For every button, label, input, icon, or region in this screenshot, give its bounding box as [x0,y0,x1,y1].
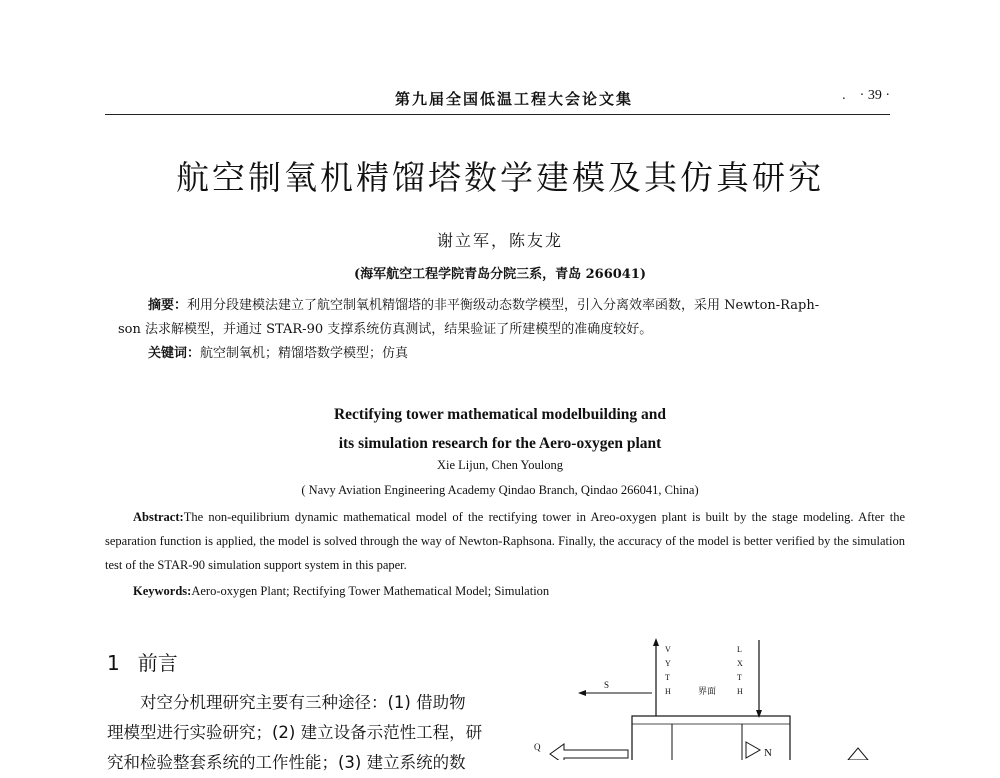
section-number: 1 [107,651,120,675]
abstract-cn [118,294,903,342]
left-label: T [665,673,670,682]
paper-title-cn: 航空制氧机精馏塔数学建模及其仿真研究 [176,158,824,197]
side-draw-arrow-icon [578,690,586,696]
stage-diagram [520,632,920,760]
abstract-en-text: The non-equilibrium dynamic mathematical model of the rectifying tower in Areo-oxygen plant is built by the stage modeling. After the separation function is applied, the model is solved through the way of Newton-Raphsona. Finally, the accuracy of the model is better verified by the simulation test of the STAR-90 simulation support system in this paper. [105,510,905,572]
right-label: L [737,645,742,654]
right-label: T [737,673,742,682]
section-title: 前言 [137,651,178,675]
abstract-en [105,505,905,577]
liquid-arrow-icon [756,710,762,718]
q-label: Q [534,742,541,752]
section-heading [107,647,178,676]
keywords-cn [148,342,408,361]
s-label: S [604,680,610,690]
paper-title-en-line2: its simulation research for the Aero-oxygen plant [338,435,662,452]
abstract-en-label: Abstract: [133,510,184,524]
n-label: N [764,747,772,759]
affiliation-cn: (海军航空工程学院青岛分院三系，青岛 266041) [353,267,647,282]
right-label: H [737,687,743,696]
left-label: H [665,687,671,696]
running-header [105,88,890,112]
abstract-cn-line2: son 法求解模型，并通过 STAR-90 支撑系统仿真测试，结果验证了所建模型的准确度较好。 [118,322,653,337]
heat-flow-arrow-icon [550,744,628,760]
paper-title-en [0,400,1000,458]
authors-cn: 谢立军，陈友龙 [436,231,563,250]
header-dot: . [842,88,846,103]
page-number-value: · 39 · [859,88,890,103]
keywords-cn-label: 关键词： [148,346,201,361]
header-rule [105,114,890,115]
keywords-en [133,584,549,599]
interface-label: 界面 [698,686,717,696]
paper-title-en-line1: Rectifying tower mathematical modelbuilding and [333,406,667,423]
paragraph-line: 究和检验整套系统的工作性能；(3) 建立系统的数 [107,753,466,772]
paragraph-line: 理模型进行实验研究；(2) 建立设备示范性工程，研 [107,723,483,742]
paragraph-line: 对空分机理研究主要有三种途径：(1) 借助物 [140,693,466,712]
vapor-arrow-icon [653,638,659,646]
journal-title: 第九届全国低温工程大会论文集 [395,90,634,108]
page-number [842,88,890,104]
outer-arrow-icon [848,748,868,760]
affiliation-en: ( Navy Aviation Engineering Academy Qindao Branch, Qindao 266041, China) [301,483,699,497]
left-label: Y [665,659,671,668]
n-arrow-icon [746,742,760,758]
keywords-en-text: Aero-oxygen Plant; Rectifying Tower Mathematical Model; Simulation [191,584,550,598]
authors-en: Xie Lijun, Chen Youlong [436,458,564,472]
right-label: X [737,659,743,668]
stage-diagram-svg [520,632,920,760]
keywords-cn-text: 航空制氧机；精馏塔数学模型；仿真 [200,346,409,361]
section-paragraph [107,688,497,778]
abstract-cn-line1: 利用分段建模法建立了航空制氧机精馏塔的非平衡级动态数学模型，引入分离效率函数，采用 Newton-Raph- [187,298,820,313]
left-label: V [665,645,671,654]
abstract-cn-label: 摘要： [148,298,188,313]
keywords-en-label: Keywords: [133,584,192,598]
